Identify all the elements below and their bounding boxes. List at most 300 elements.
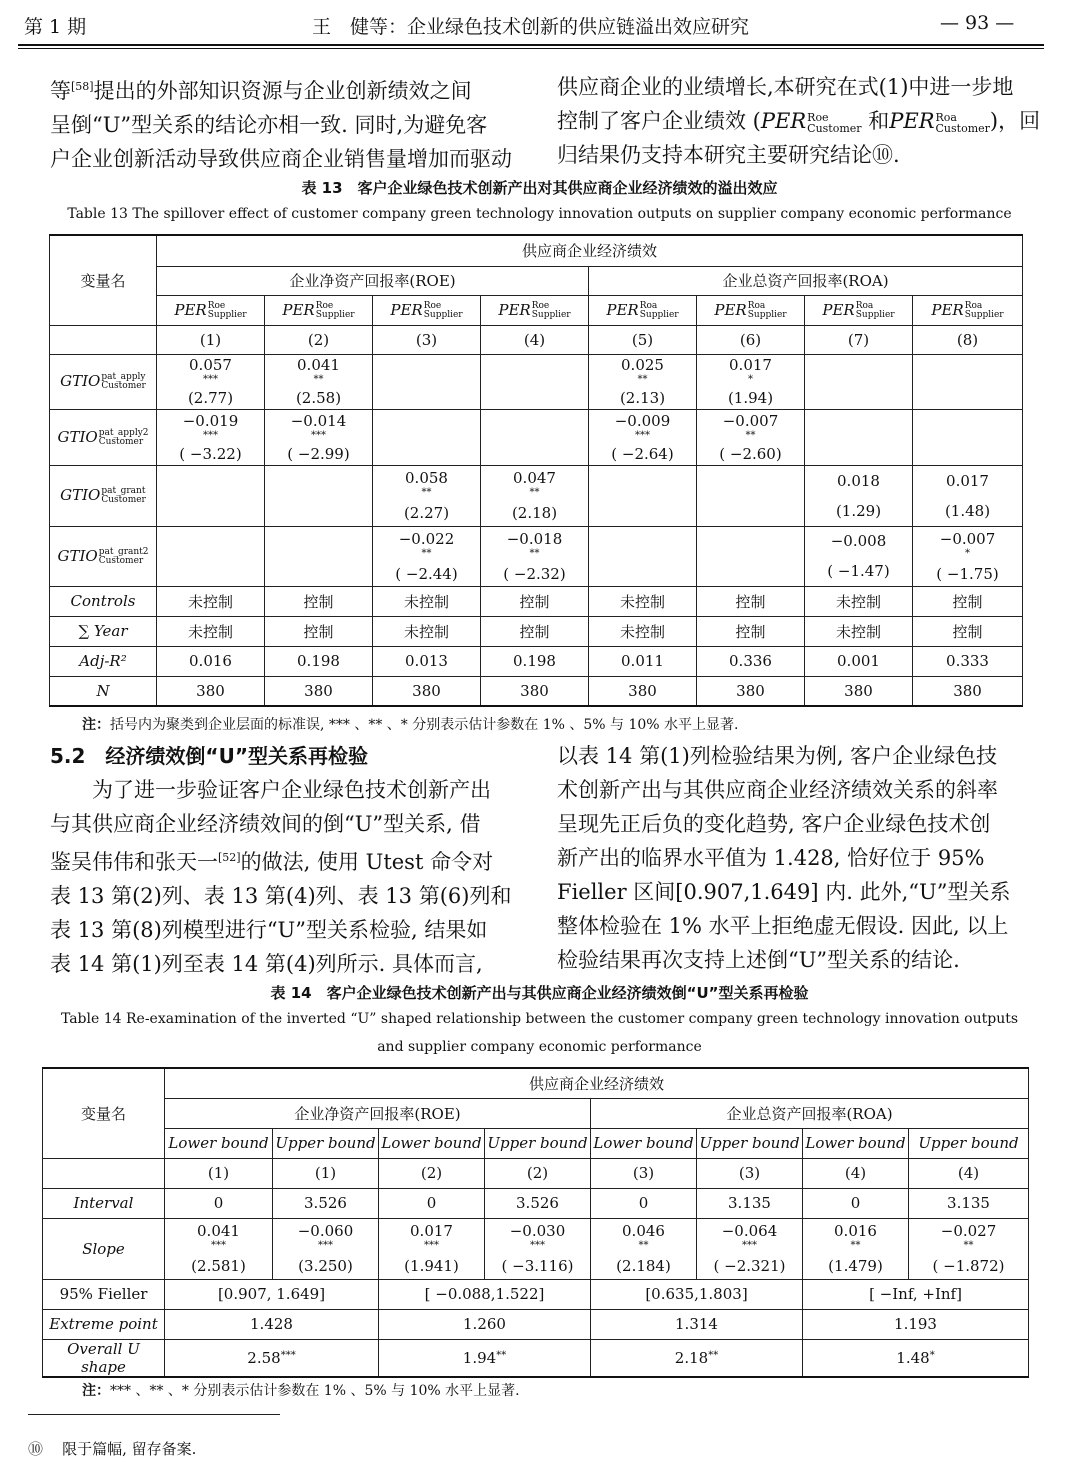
bound-header: Lower bound: [591, 1128, 697, 1158]
note-text: *** 、** 、* 分别表示估计参数在 1% 、5% 与 10% 水平上显著.: [110, 1383, 520, 1399]
per-sup: Roe: [807, 110, 829, 124]
controls-cell: 控制: [265, 586, 373, 616]
t-statistic: (2.184): [616, 1257, 671, 1276]
text-run: 鉴吴伟伟和张天一: [50, 850, 218, 874]
significance-stars: **: [638, 1239, 649, 1251]
significance-stars: **: [745, 429, 756, 441]
text-run: 表 13 第(8)列模型进行“U”型关系检验, 结果如: [50, 918, 488, 942]
table-row: [50, 325, 1023, 354]
page-number: — 93 —: [940, 12, 1015, 34]
n-cell: 380: [265, 676, 373, 706]
intro-left-column: [50, 70, 530, 176]
per-column-header: [157, 295, 265, 325]
n-cell: 380: [697, 676, 805, 706]
coefficient: [805, 472, 912, 490]
coef-value: 0.058: [405, 468, 448, 487]
t-statistic: (2.581): [191, 1257, 246, 1276]
gtio-sup: pat_grant: [101, 486, 146, 496]
per-symbol: PER: [606, 300, 639, 319]
text-line: 术创新产出与其供应商企业经济绩效关系的斜率: [557, 778, 998, 802]
per-symbol: PER: [760, 109, 807, 133]
coef-pair: [805, 466, 912, 526]
text-run: 等: [50, 79, 71, 103]
table-row: [43, 1339, 1029, 1377]
per-sup: Roe: [207, 300, 226, 311]
interval-cell: 3.135: [909, 1188, 1029, 1218]
text-line: [50, 108, 530, 142]
text-run: 为了进一步验证客户企业绿色技术创新产出: [50, 778, 491, 802]
gtio-sup: pat_apply2: [98, 427, 149, 438]
top-header: 供应商企业经济绩效: [165, 1068, 1029, 1098]
slope-cell: [485, 1218, 591, 1279]
text-line: [50, 841, 530, 879]
significance-stars: *: [748, 374, 753, 386]
coef-pair: [697, 410, 804, 465]
coef-value: 0.018: [837, 471, 880, 490]
significance-stars: ***: [311, 429, 326, 441]
group-header-roa: 企业总资产回报率(ROA): [591, 1098, 1029, 1128]
coef-pair: [373, 466, 480, 526]
coef-pair: [913, 466, 1022, 526]
column-number: (7): [805, 325, 913, 354]
extreme-row-label: Extreme point: [43, 1309, 165, 1339]
top-header: 供应商企业经济绩效: [157, 235, 1023, 266]
table14-caption-en-1: Table 14 Re-examination of the inverted “U” shaped relationship between the customer company green technology innovation outputs: [60, 1011, 1019, 1027]
text-line: [50, 70, 530, 108]
text-run: 呈倒“U”型关系的结论亦相一致. 同时,为避免客: [50, 113, 488, 137]
coef-cell: [697, 354, 805, 409]
t-statistic: (1.94): [727, 388, 774, 407]
text-run: 表 14 第(1)列至表 14 第(4)列所示. 具体而言,: [50, 952, 483, 976]
slope-cell: [591, 1218, 697, 1279]
bound-header: Upper bound: [909, 1128, 1029, 1158]
coefficient: [373, 469, 480, 498]
column-number: (3): [697, 1158, 803, 1188]
t-statistic: ( −1.872): [932, 1257, 1005, 1276]
overall-value: 1.94: [462, 1348, 497, 1367]
table-row: [43, 1158, 1029, 1188]
gtio-symbol: GTIO: [57, 546, 98, 565]
text-line: [50, 947, 530, 981]
coef-cell: [481, 354, 589, 409]
significance-stars: **: [529, 547, 540, 559]
coef-value: −0.007: [939, 529, 996, 548]
coef-cell: [157, 465, 265, 526]
column-number: (4): [481, 325, 589, 354]
per-sub: Supplier: [747, 309, 787, 320]
per-scripts: [856, 302, 895, 320]
significance-stars: ***: [742, 1239, 757, 1251]
t-statistic: ( −2.64): [611, 444, 674, 463]
coef-pair: [379, 1219, 484, 1279]
extreme-cell: 1.428: [165, 1309, 379, 1339]
coef-cell: [697, 465, 805, 526]
coef-value: 0.057: [189, 356, 232, 375]
fieller-row-label: 95% Fieller: [43, 1279, 165, 1309]
gtio-sub: Customer: [98, 555, 144, 566]
per-column-header: [481, 295, 589, 325]
per-scripts: [532, 302, 571, 320]
coef-cell: [913, 409, 1023, 465]
year-row-label: ∑ Year: [50, 616, 157, 646]
per-sup: Roe: [531, 300, 550, 311]
gtio-sub: Customer: [101, 381, 146, 391]
t-statistic: (2.27): [403, 504, 450, 523]
per-sup: Roe: [315, 300, 334, 311]
coef-pair: [265, 355, 372, 409]
year-cell: 未控制: [805, 616, 913, 646]
column-number: (1): [165, 1158, 273, 1188]
table-13: [49, 234, 1023, 707]
per-column-header: [697, 295, 805, 325]
per-column-header: [373, 295, 481, 325]
per-sup: Roe: [423, 300, 442, 311]
significance-stars: ***: [635, 429, 650, 441]
extreme-cell: 1.193: [803, 1309, 1029, 1339]
coef-cell: [265, 526, 373, 586]
coef-cell: [157, 526, 265, 586]
gtio-sup: pat_grant2: [98, 546, 149, 557]
gtio-row-label: [50, 526, 157, 586]
text-run: 和: [861, 109, 890, 133]
column-number: (1): [273, 1158, 379, 1188]
table-row: [43, 1188, 1029, 1218]
overall-cell: [803, 1339, 1029, 1377]
coef-pair: [589, 410, 696, 465]
slope-cell: [379, 1218, 485, 1279]
gtio-scripts: [99, 429, 149, 447]
table-row: [50, 465, 1023, 526]
per-sub: Supplier: [855, 309, 895, 320]
gtio-sup: pat_apply: [101, 372, 146, 382]
text-run: 表 13 第(2)列、表 13 第(4)列、表 13 第(6)列和: [50, 884, 512, 908]
column-number: (2): [379, 1158, 485, 1188]
per-symbol: PER: [822, 300, 855, 319]
gtio-symbol: GTIO: [60, 486, 101, 504]
coef-value: 0.017: [946, 471, 989, 490]
t-statistic: ( −2.60): [719, 444, 782, 463]
per-scripts: [748, 302, 787, 320]
per-scripts: [640, 302, 679, 320]
column-number: (2): [485, 1158, 591, 1188]
coef-pair: [485, 1219, 590, 1279]
per-sup: Roa: [964, 300, 983, 311]
adjr2-cell: 0.011: [589, 646, 697, 676]
per-sup: Roa: [935, 110, 957, 124]
coefficient: [591, 1222, 696, 1251]
coef-cell: [481, 526, 589, 586]
group-header-roe: 企业净资产回报率(ROE): [157, 266, 589, 295]
per-symbol: PER: [714, 300, 747, 319]
bound-header: Lower bound: [379, 1128, 485, 1158]
per-sub: Supplier: [639, 309, 679, 320]
footnote-text: 限于篇幅, 留存备案.: [62, 1440, 197, 1458]
table-row: [50, 235, 1023, 266]
coef-cell: [589, 354, 697, 409]
var-header: 变量名: [43, 1068, 165, 1158]
year-cell: 未控制: [589, 616, 697, 646]
per-scripts: [936, 112, 990, 134]
per-sub: Supplier: [315, 309, 355, 320]
overall-value: 1.48: [896, 1348, 930, 1367]
coef-pair: [589, 355, 696, 409]
intro-right-line: 供应商企业的业绩增长,本研究在式(1)中进一步地: [557, 75, 1014, 99]
fieller-cell: [ −0.088,1.522]: [379, 1279, 591, 1309]
text-line: 新产出的临界水平值为 1.428, 恰好位于 95%: [557, 846, 985, 870]
per-scripts: [316, 302, 355, 320]
adjr2-cell: 0.336: [697, 646, 805, 676]
note-label: 注：: [82, 1383, 110, 1399]
significance-stars: ***: [211, 1239, 226, 1251]
group-header-roa: 企业总资产回报率(ROA): [589, 266, 1023, 295]
controls-cell: 未控制: [805, 586, 913, 616]
slope-cell: [273, 1218, 379, 1279]
table13-note: [82, 714, 739, 734]
overall-value: 2.58: [247, 1348, 281, 1367]
per-symbol: PER: [498, 300, 531, 319]
empty-cell: [43, 1158, 165, 1188]
text-line: [50, 879, 530, 913]
overall-cell: [591, 1339, 803, 1377]
table13-caption-en: Table 13 The spillover effect of customer company green technology innovation outputs on supplier company economic performance: [67, 206, 1012, 222]
intro-right-column: [557, 70, 1041, 172]
gtio-scripts: [101, 487, 146, 505]
adjr2-cell: 0.013: [373, 646, 481, 676]
adjr2-cell: 0.198: [265, 646, 373, 676]
coef-value: −0.019: [182, 411, 239, 430]
extreme-cell: 1.314: [591, 1309, 803, 1339]
table-row: [50, 646, 1023, 676]
column-number: (4): [909, 1158, 1029, 1188]
controls-cell: 未控制: [373, 586, 481, 616]
coefficient: [909, 1222, 1028, 1251]
coefficient: [481, 469, 588, 498]
n-cell: 380: [589, 676, 697, 706]
column-number: (1): [157, 325, 265, 354]
note-text: 括号内为聚类到企业层面的标准误, *** 、** 、* 分别表示估计参数在 1% 、5% 与 10% 水平上显著.: [110, 717, 739, 733]
per-symbol: PER: [931, 300, 964, 319]
t-statistic: ( −2.99): [287, 444, 350, 463]
coefficient: [485, 1222, 590, 1251]
per-sup: Roa: [855, 300, 874, 311]
gtio-symbol: GTIO: [60, 372, 101, 390]
per-column-header: [589, 295, 697, 325]
significance-stars: **: [708, 1349, 719, 1361]
n-cell: 380: [805, 676, 913, 706]
coef-pair: [805, 527, 912, 586]
per-sub: Supplier: [207, 309, 247, 320]
coef-cell: [373, 409, 481, 465]
significance-stars: *: [929, 1349, 935, 1361]
coef-cell: [481, 409, 589, 465]
coefficient: [373, 530, 480, 559]
per-column-header: [265, 295, 373, 325]
footnote: [28, 1438, 196, 1459]
coef-cell: [157, 354, 265, 409]
text-line: [50, 913, 530, 947]
coef-cell: [913, 465, 1023, 526]
per-column-header: [805, 295, 913, 325]
interval-cell: 0: [803, 1188, 909, 1218]
coef-value: 0.017: [729, 356, 772, 375]
coef-cell: [697, 526, 805, 586]
text-run: 的做法, 使用 Utest 命令对: [240, 850, 494, 874]
significance-stars: **: [529, 486, 540, 498]
fieller-cell: [0.635,1.803]: [591, 1279, 803, 1309]
coef-cell: [373, 465, 481, 526]
column-number: (3): [591, 1158, 697, 1188]
significance-stars: ***: [318, 1239, 333, 1251]
n-row-label: N: [50, 676, 157, 706]
table-row: [43, 1128, 1029, 1158]
t-statistic: ( −3.22): [179, 444, 242, 463]
citation-ref: [52]: [218, 851, 241, 864]
table-row: [50, 676, 1023, 706]
bound-header: Upper bound: [273, 1128, 379, 1158]
citation-ref: [58]: [71, 80, 94, 93]
coef-value: −0.060: [297, 1221, 354, 1240]
t-statistic: (3.250): [298, 1257, 353, 1276]
controls-cell: 未控制: [589, 586, 697, 616]
adjr2-row-label: Adj-R²: [50, 646, 157, 676]
intro-right-line: 归结果仍支持本研究主要研究结论⑩.: [557, 143, 900, 167]
note-label: 注：: [82, 717, 110, 733]
per-scripts: [208, 302, 247, 320]
coefficient: [697, 356, 804, 385]
per-sub: Customer: [807, 121, 862, 135]
coef-cell: [805, 409, 913, 465]
coefficient: [273, 1222, 378, 1251]
year-cell: 控制: [265, 616, 373, 646]
controls-cell: 控制: [481, 586, 589, 616]
coef-value: 0.025: [621, 356, 664, 375]
coef-pair: [373, 527, 480, 586]
text-line: 以表 14 第(1)列检验结果为例, 客户企业绿色技: [557, 744, 998, 768]
coefficient: [265, 356, 372, 385]
coefficient: [157, 412, 264, 441]
table-row: [43, 1098, 1029, 1128]
year-cell: 未控制: [373, 616, 481, 646]
coef-cell: [373, 354, 481, 409]
text-line: [50, 142, 530, 176]
n-cell: 380: [157, 676, 265, 706]
coef-cell: [589, 409, 697, 465]
footnote-mark: ⑩: [28, 1440, 44, 1458]
coef-pair: [481, 527, 588, 586]
controls-cell: 控制: [913, 586, 1023, 616]
slope-cell: [165, 1218, 273, 1279]
coefficient: [913, 472, 1022, 490]
slope-cell: [803, 1218, 909, 1279]
gtio-row-label: [50, 409, 157, 465]
per-sup: Roa: [747, 300, 766, 311]
coef-pair: [481, 466, 588, 526]
adjr2-cell: 0.001: [805, 646, 913, 676]
significance-stars: **: [637, 374, 648, 386]
coefficient: [157, 356, 264, 385]
adjr2-cell: 0.198: [481, 646, 589, 676]
overall-value: 2.18: [674, 1348, 709, 1367]
interval-cell: 3.135: [697, 1188, 803, 1218]
per-symbol: PER: [889, 109, 935, 133]
per-sup: Roa: [639, 300, 658, 311]
text-line: [50, 773, 530, 807]
group-header-roe: 企业净资产回报率(ROE): [165, 1098, 591, 1128]
coef-pair: [803, 1219, 908, 1279]
table-row: [50, 616, 1023, 646]
coef-cell: [265, 354, 373, 409]
column-number: (5): [589, 325, 697, 354]
coefficient: [481, 530, 588, 559]
empty-cell: [50, 325, 157, 354]
overall-row-label: Overall U shape: [43, 1339, 165, 1377]
coef-value: 0.046: [622, 1221, 665, 1240]
t-statistic: ( −1.47): [827, 561, 890, 580]
fieller-cell: [0.907, 1.649]: [165, 1279, 379, 1309]
text-line: [50, 807, 530, 841]
interval-row-label: Interval: [43, 1188, 165, 1218]
coefficient: [805, 532, 912, 550]
column-number: (6): [697, 325, 805, 354]
bound-header: Upper bound: [697, 1128, 803, 1158]
slope-cell: [909, 1218, 1029, 1279]
t-statistic: ( −2.44): [395, 564, 458, 583]
text-run: 与其供应商企业经济绩效间的倒“U”型关系, 借: [50, 812, 481, 836]
n-cell: 380: [373, 676, 481, 706]
per-symbol: PER: [390, 300, 423, 319]
coef-value: 0.041: [297, 356, 340, 375]
coef-pair: [157, 355, 264, 409]
t-statistic: (1.479): [828, 1257, 883, 1276]
t-statistic: ( −2.321): [713, 1257, 786, 1276]
interval-cell: 0: [379, 1188, 485, 1218]
per-sub: Customer: [935, 121, 990, 135]
coef-value: −0.030: [509, 1221, 566, 1240]
coef-pair: [273, 1219, 378, 1279]
significance-stars: ***: [280, 1349, 296, 1361]
section-right-column: [557, 739, 1037, 977]
significance-stars: ***: [424, 1239, 439, 1251]
adjr2-cell: 0.016: [157, 646, 265, 676]
year-cell: 控制: [481, 616, 589, 646]
per-scripts: [424, 302, 463, 320]
coef-value: −0.027: [940, 1221, 997, 1240]
slope-cell: [697, 1218, 803, 1279]
text-run: 户企业创新活动导致供应商企业销售量增加而驱动: [50, 147, 512, 171]
header-rule: [18, 44, 1044, 49]
running-title: 王 健等：企业绿色技术创新的供应链溢出效应研究: [312, 16, 750, 38]
overall-cell: [379, 1339, 591, 1377]
section-heading: 5.2 经济绩效倒“U”型关系再检验: [50, 744, 368, 768]
coef-value: 0.017: [410, 1221, 453, 1240]
coefficient: [589, 356, 696, 385]
slope-row-label: Slope: [43, 1218, 165, 1279]
significance-stars: **: [963, 1239, 974, 1251]
year-cell: 未控制: [157, 616, 265, 646]
adjr2-cell: 0.333: [913, 646, 1023, 676]
significance-stars: *: [965, 547, 970, 559]
coef-pair: [909, 1219, 1028, 1279]
coef-cell: [589, 526, 697, 586]
controls-row-label: Controls: [50, 586, 157, 616]
per-symbol: PER: [282, 300, 315, 319]
text-run: )，回: [989, 109, 1041, 133]
t-statistic: ( −3.116): [501, 1257, 574, 1276]
per-sub: Supplier: [964, 309, 1004, 320]
coef-value: −0.014: [290, 411, 347, 430]
coef-value: −0.018: [506, 529, 563, 548]
table14-caption-cn: 表 14 客户企业绿色技术创新产出与其供应商企业经济绩效倒“U”型关系再检验: [270, 984, 809, 1002]
